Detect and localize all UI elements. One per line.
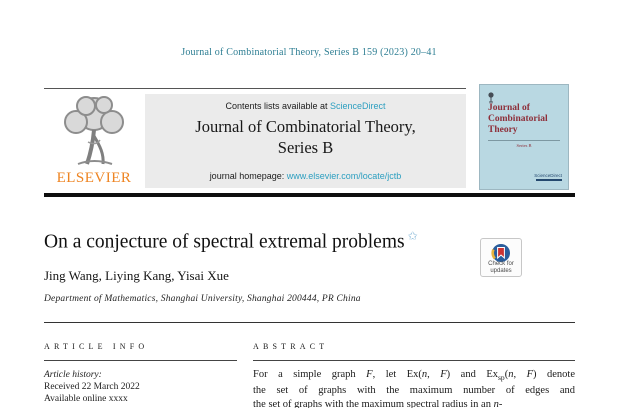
- check-for-updates-badge[interactable]: [480, 238, 522, 277]
- homepage-line: [145, 171, 466, 181]
- journal-citation-link[interactable]: Journal of Combinatorial Theory, Series B 159 (2023) 20–41: [181, 47, 437, 58]
- badge-line1: Check for: [488, 261, 514, 267]
- available-online: Available online xxxx: [44, 394, 128, 404]
- homepage-line-prefix: journal homepage:: [209, 171, 287, 181]
- abstract-line: For a simple graph F, let Ex(n, F) and $Ex_{sp}(n$, F) denote: [253, 369, 575, 383]
- cover-sciencedirect-mark: [534, 173, 562, 181]
- footnote-star-icon[interactable]: ✩: [407, 229, 418, 243]
- contents-line-prefix: Contents lists available at: [225, 101, 331, 111]
- article-info-rule: [44, 360, 237, 361]
- article-title: [44, 229, 474, 254]
- authors-line: Jing Wang, Liying Kang, Yisai Xue: [44, 268, 229, 283]
- article-history-label: Article history:: [44, 370, 102, 380]
- cover-rule: [488, 140, 560, 141]
- journal-cover-thumbnail[interactable]: [479, 84, 569, 190]
- banner-top-rule: [44, 88, 466, 89]
- sciencedirect-link[interactable]: ScienceDirect: [330, 101, 386, 111]
- journal-banner-box: [145, 94, 466, 188]
- abstract-body: [253, 368, 575, 408]
- journal-title-line2: Series B: [277, 138, 334, 157]
- cover-brand-label: ScienceDirect: [534, 173, 562, 178]
- badge-line2: updates: [490, 267, 512, 274]
- cover-brand-bar: [536, 179, 562, 181]
- article-title-text: On a conjecture of spectral extremal problems: [44, 231, 405, 253]
- received-date: Received 22 March 2022: [44, 382, 140, 392]
- abstract-line: the set of graphs with the maximum number of edges and: [253, 385, 575, 397]
- section-top-rule: [44, 322, 575, 323]
- abstract-heading: ABSTRACT: [253, 342, 329, 351]
- abstract-rule: [253, 360, 575, 361]
- cover-journal-title: Journal of Combinatorial Theory: [488, 103, 548, 135]
- homepage-url-link[interactable]: www.elsevier.com/locate/jctb: [286, 171, 402, 181]
- elsevier-logo[interactable]: [46, 92, 142, 192]
- cover-series-label: Series B: [516, 143, 532, 148]
- affiliation-line: Department of Mathematics, Shanghai University, Shanghai 200444, PR China: [44, 294, 361, 304]
- elsevier-wordmark: ELSEVIER: [56, 170, 132, 186]
- abstract-line: the set of graphs with the maximum spectral radius in an n-: [253, 398, 503, 408]
- article-info-heading: ARTICLE INFO: [44, 342, 149, 351]
- journal-title: [145, 116, 466, 158]
- banner-bottom-rule: [44, 193, 575, 197]
- badge-text: [481, 261, 521, 274]
- journal-title-line1: Journal of Combinatorial Theory,: [195, 117, 416, 136]
- contents-line: [145, 101, 466, 111]
